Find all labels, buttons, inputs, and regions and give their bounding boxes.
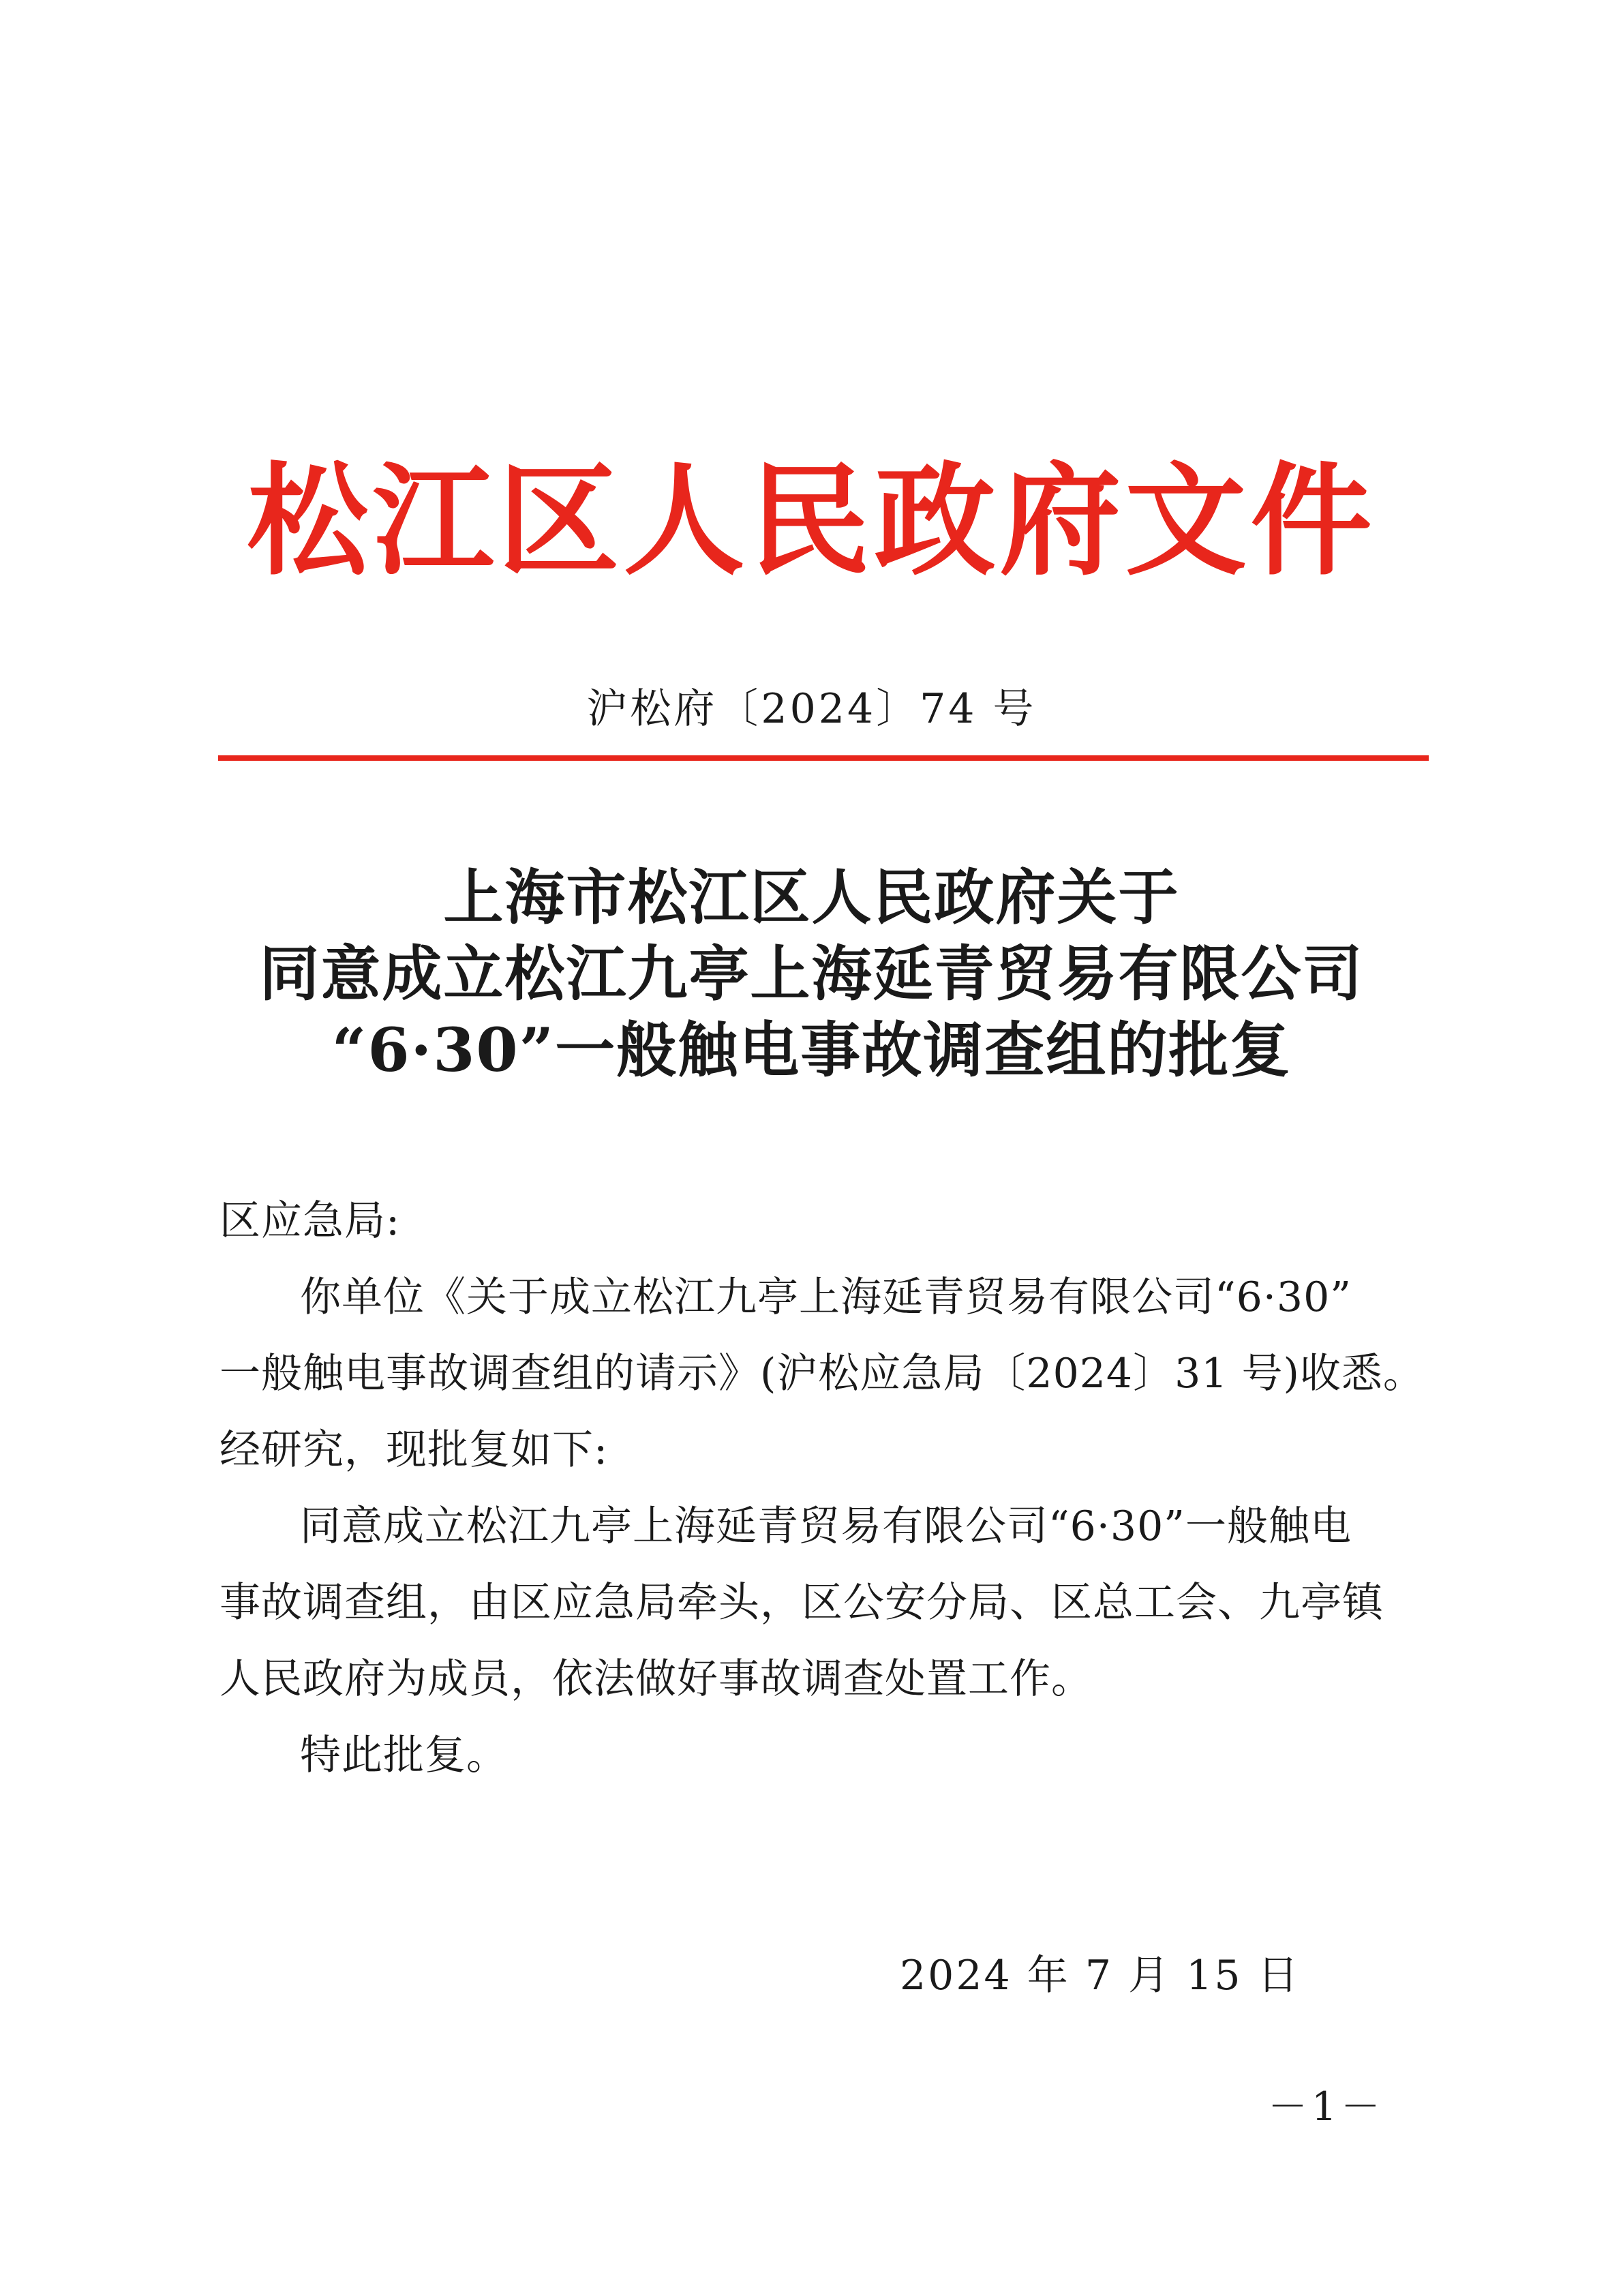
red-divider [218,755,1429,761]
subject-line-3: “6·30”一般触电事故调查组的批复 [331,1014,1292,1085]
closing-line: 特此批复。 [300,1732,508,1779]
subject-line-1: 上海市松江区人民政府关于 [443,862,1180,933]
paragraph-1-line-1: 你单位《关于成立松江九亭上海延青贸易有限公司“6·30” [300,1273,1352,1321]
paragraph-1-line-3: 经研究，现批复如下: [219,1426,609,1474]
paragraph-1-line-2: 一般触电事故调查组的请示》(沪松应急局〔2024〕31 号)收悉。 [219,1350,1425,1398]
document-body [219,1183,1425,1794]
addressee: 区应急局: [219,1197,401,1245]
paragraph-2-line-3: 人民政府为成员，依法做好事故调查处置工作。 [219,1655,1093,1703]
issue-date: 2024 年 7 月 15 日 [900,1952,1301,1999]
document-subject [0,859,1623,1088]
subject-line-2: 同意成立松江九亭上海延青贸易有限公司 [259,938,1364,1009]
paragraph-2-line-2: 事故调查组，由区应急局牵头，区公安分局、区总工会、九亭镇 [219,1579,1384,1627]
document-number: 沪松府〔2024〕74 号 [586,685,1037,733]
page-number: －1－ [1268,2083,1384,2130]
paragraph-2-line-1: 同意成立松江九亭上海延青贸易有限公司“6·30”一般触电 [300,1502,1352,1550]
document-header-title: 松江区人民政府文件 [247,451,1376,592]
